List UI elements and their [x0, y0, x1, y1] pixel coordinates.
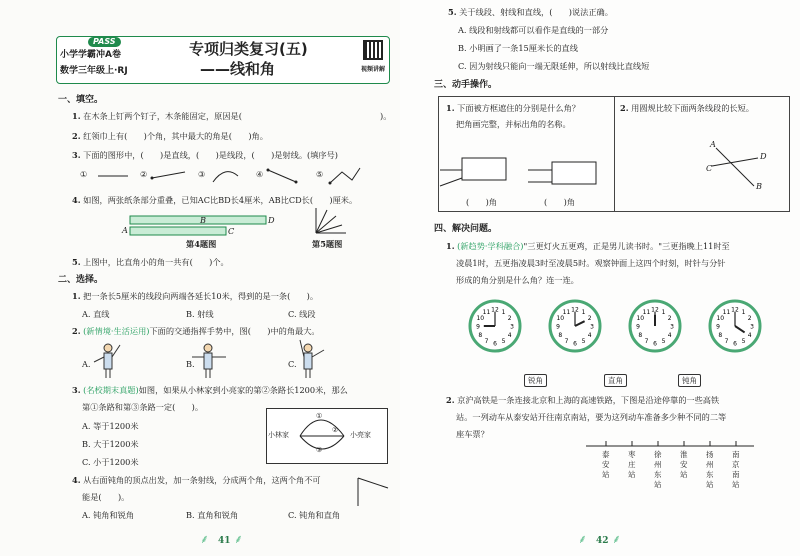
c4-opt-c[interactable]: C. 钝角和直角 — [288, 510, 341, 520]
clock-numeral: 1 — [501, 308, 506, 316]
clock-numeral: 10 — [476, 315, 485, 322]
clock-numeral: 1 — [741, 308, 746, 316]
section-operation: 三、动手操作。 — [434, 80, 498, 90]
clock-numeral: 7 — [564, 338, 569, 346]
clock-numeral: 12 — [491, 306, 499, 314]
fig-label-c: C — [228, 226, 235, 236]
route-start: 小林家 — [268, 431, 289, 439]
q-text: 上图中，比直角小的角一共有( )个。 — [83, 257, 229, 267]
series-name: 小学学霸冲A卷 — [60, 50, 121, 60]
c1-opt-b[interactable]: B. 射线 — [186, 309, 214, 319]
clock-numeral: 6 — [493, 340, 497, 348]
clock-numeral: 11 — [722, 308, 731, 316]
q-text: "三更灯火五更鸡，正是男儿读书时。"三更指晚上11时至 — [523, 241, 730, 251]
clock-numeral: 11 — [562, 308, 571, 316]
clock-numeral: 6 — [733, 340, 737, 348]
clock-numeral: 4 — [507, 332, 512, 339]
seg-label-b: B — [756, 181, 763, 191]
clock-numeral: 10 — [716, 315, 725, 322]
clock-numeral: 6 — [573, 340, 577, 348]
clock-numeral: 1 — [581, 308, 586, 316]
fig-label-d: D — [268, 215, 275, 225]
q-tag: (新趋势·学科融合) — [457, 241, 524, 251]
q-num: 3. — [72, 385, 81, 395]
problem-2-line2: 站。一列动车从泰安站开往南京南站，要为这列动车准备多少种不同的二等 — [456, 412, 727, 422]
seg-label-c: C — [706, 163, 713, 173]
seg-label-d: D — [760, 151, 767, 161]
q3-label-3: ③ — [198, 169, 206, 179]
clock-numeral: 8 — [718, 332, 723, 339]
clock-numeral: 1 — [661, 308, 666, 316]
choice-4-line2: 能是( )。 — [82, 492, 130, 502]
c2-opt-a[interactable]: A. — [82, 359, 91, 369]
clock-numeral: 4 — [587, 332, 592, 339]
clock-numeral: 9 — [556, 323, 560, 331]
tree-icon-right: ⸙ — [612, 532, 622, 546]
clock-numeral: 3 — [510, 323, 514, 331]
q-text: 京沪高铁是一条连接北京和上海的高速铁路，下图是沿途停靠的一些高铁 — [457, 395, 720, 405]
q-text: 下面的交通指挥手势中，图( )中的角最大。 — [149, 326, 320, 336]
answer-right[interactable]: 直角 — [604, 374, 627, 387]
op-1-line2: 把角画完整，并标出角的名称。 — [456, 119, 571, 129]
q-text: 用圆规比较下面两条线段的长短。 — [631, 103, 754, 113]
clock-numeral: 11 — [642, 308, 651, 316]
pass-logo: PASS — [88, 37, 121, 47]
q-num: 2. — [72, 131, 81, 141]
q-num: 5. — [72, 257, 81, 267]
tree-icon-left: ⸙ — [578, 532, 588, 546]
fig-label-b: B — [200, 215, 207, 225]
c1-opt-c[interactable]: C. 线段 — [288, 309, 316, 319]
q-num: 1. — [446, 103, 455, 113]
clock-numeral: 3 — [750, 323, 754, 331]
route-end: 小亮家 — [350, 431, 371, 439]
q-num: 3. — [72, 150, 81, 160]
answer-obtuse[interactable]: 钝角 — [678, 374, 701, 387]
problem-1-line3: 形成的角分别是什么角？连一连。 — [456, 275, 579, 285]
q-text: 下面的图形中，( )是直线，( )是线段，( )是射线。(填序号) — [83, 150, 338, 160]
q-text: 在木条上钉两个钉子，木条能固定，原因是( — [83, 111, 242, 121]
station-label: 泰安站 — [602, 450, 610, 479]
station-label: 徐州东站 — [654, 450, 662, 489]
route-path-3: ③ — [316, 446, 323, 454]
q-num: 2. — [620, 103, 629, 113]
problem-2-line3: 座车票？ — [456, 429, 489, 439]
clock-numeral: 5 — [741, 338, 746, 346]
clock-numeral: 6 — [653, 340, 657, 348]
clock-numeral: 9 — [716, 323, 720, 331]
q-text: 把一条长5厘米的线段向两端各延长10米，得到的是一条( )。 — [83, 291, 319, 301]
c3-opt-a[interactable]: A. 等于1200米 — [82, 421, 139, 431]
q-num: 2. — [446, 395, 455, 405]
q-num: 1. — [72, 291, 81, 301]
q-num: 1. — [446, 241, 455, 251]
clock-numeral: 9 — [476, 323, 480, 331]
tree-icon-right: ⸙ — [234, 532, 244, 546]
q1-end: )。 — [380, 111, 392, 121]
q-text: 从右面钝角的顶点出发，加一条射线，分成两个角，这两个角不可 — [83, 475, 321, 485]
c1-opt-a[interactable]: A. 直线 — [82, 309, 110, 319]
clock-numeral: 5 — [501, 338, 506, 346]
q-tag: (新情境·生活运用) — [83, 326, 150, 336]
clock-numeral: 7 — [724, 338, 729, 346]
grade-label: 数学三年级上·RJ — [60, 66, 128, 76]
c2-opt-b[interactable]: B. — [186, 359, 195, 369]
section-fill-blank: 一、填空。 — [58, 95, 104, 105]
c4-opt-a[interactable]: A. 钝角和锐角 — [82, 510, 135, 520]
q-text: 如图，两张纸条部分重叠，已知AC比BD长4厘米，AB比CD长( )厘米。 — [83, 195, 358, 205]
c2-opt-c[interactable]: C. — [288, 359, 297, 369]
clock-numeral: 3 — [590, 323, 594, 331]
clock-numeral: 2 — [507, 315, 512, 322]
q5-opt-a[interactable]: A. 线段和射线都可以看作是直线的一部分 — [458, 25, 609, 35]
qr-caption: 视频讲解 — [361, 66, 386, 73]
clock-numeral: 7 — [644, 338, 649, 346]
q3-label-2: ② — [140, 169, 148, 179]
clock-numeral: 3 — [670, 323, 674, 331]
clock-numeral: 5 — [581, 338, 586, 346]
clock-numeral: 7 — [484, 338, 489, 346]
c3-opt-c[interactable]: C. 小于1200米 — [82, 457, 139, 467]
seg-label-a: A — [710, 139, 716, 149]
clock-numeral: 2 — [587, 315, 592, 322]
clock-numeral: 8 — [478, 332, 483, 339]
clock-numeral: 12 — [731, 306, 739, 314]
q-text: 关于线段、射线和直线，( )说法正确。 — [459, 7, 613, 17]
page-subtitle: ——线和角 — [200, 60, 276, 78]
tree-icon-left: ⸙ — [200, 532, 210, 546]
q5-opt-c[interactable]: C. 因为射线只能向一端无限延伸，所以射线比直线短 — [458, 61, 650, 71]
right-page — [400, 0, 800, 556]
clock-numeral: 12 — [571, 306, 579, 314]
q5-opt-b[interactable]: B. 小明画了一条15厘米长的直线 — [458, 43, 578, 53]
clock-numeral: 4 — [667, 332, 672, 339]
problem-1-line2: 凌晨1时，五更指凌晨3时至凌晨5时。观察钟面上这四个时刻，时针与分针 — [456, 258, 726, 268]
clock-numeral: 12 — [651, 306, 659, 314]
q-num: 4. — [72, 475, 81, 485]
clock-numeral: 10 — [636, 315, 645, 322]
c3-opt-b[interactable]: B. 大于1200米 — [82, 439, 139, 449]
section-problem-solving: 四、解决问题。 — [434, 224, 498, 234]
q-text: 下面被方框遮住的分别是什么角？ — [457, 103, 580, 113]
op1-answer-1[interactable]: ( )角 — [466, 197, 497, 207]
clock-numeral: 2 — [667, 315, 672, 322]
page-number: 41 — [218, 536, 231, 546]
station-label: 扬州东站 — [706, 450, 714, 489]
q-num: 1. — [72, 111, 81, 121]
station-label: 南京南站 — [732, 450, 740, 489]
q3-label-4: ④ — [256, 169, 264, 179]
page-number: 42 — [596, 536, 609, 546]
c4-opt-b[interactable]: B. 直角和锐角 — [186, 510, 239, 520]
clock-numeral: 4 — [747, 332, 752, 339]
q3-label-1: ① — [80, 169, 88, 179]
q-num: 5. — [448, 7, 457, 17]
q-num: 2. — [72, 326, 81, 336]
clock-numeral: 10 — [556, 315, 565, 322]
station-label: 枣庄站 — [628, 450, 636, 479]
route-path-1: ① — [316, 412, 323, 420]
q3-label-5: ⑤ — [316, 169, 324, 179]
op1-answer-2[interactable]: ( )角 — [544, 197, 575, 207]
page-title: 专项归类复习(五) — [189, 40, 308, 58]
fig5-caption: 第5题图 — [312, 239, 343, 249]
q-text: 如图，如果从小林家到小亮家的第②条路长1200米，那么 — [138, 385, 348, 395]
clock-numeral: 2 — [747, 315, 752, 322]
fig-label-a: A — [122, 225, 128, 235]
answer-acute[interactable]: 锐角 — [524, 374, 547, 387]
route-path-2: ② — [332, 426, 339, 434]
clock-numeral: 9 — [636, 323, 640, 331]
q-num: 4. — [72, 195, 81, 205]
section-choice: 二、选择。 — [58, 275, 104, 285]
clock-numeral: 8 — [638, 332, 643, 339]
station-label: 淮安站 — [680, 450, 688, 479]
choice-3-line2: 第①条路和第③条路一定( )。 — [82, 402, 204, 412]
clock-numeral: 11 — [482, 308, 491, 316]
fig4-caption: 第4题图 — [186, 239, 217, 249]
q-text: 红领巾上有( )个角，其中最大的角是( )角。 — [83, 131, 268, 141]
q-tag: (名校期末真题) — [83, 385, 139, 395]
clock-numeral: 5 — [661, 338, 666, 346]
clock-numeral: 8 — [558, 332, 563, 339]
